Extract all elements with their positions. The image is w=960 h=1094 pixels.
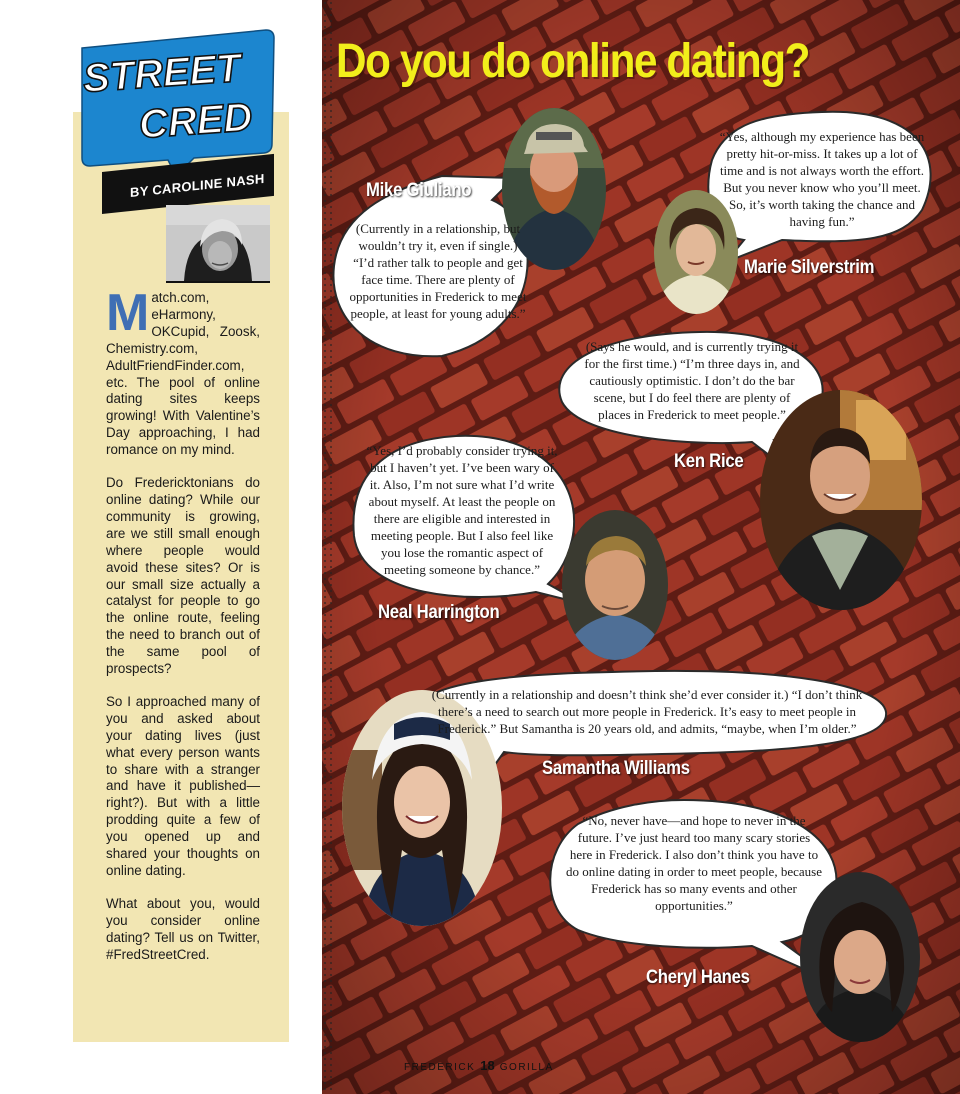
footer-publication-right: GORILLA bbox=[499, 1062, 554, 1073]
logo-cred-text: CRED bbox=[137, 95, 254, 147]
name-cheryl-hanes: Cheryl Hanes bbox=[646, 967, 750, 988]
logo-street-text: STREET bbox=[81, 46, 243, 101]
photo-neal-harrington bbox=[562, 510, 668, 660]
quote-samantha-williams: (Currently in a relationship and doesn’t think she’d ever consider it.) “I don’t think there’s a need to search out more people in Frederick. It’s easy to meet people in Frederick.” But Samantha is 20 years old, and admits, “maybe, when I’m older.” bbox=[431, 687, 863, 736]
name-neal-harrington: Neal Harrington bbox=[378, 602, 500, 623]
page-number: 18 bbox=[480, 1058, 495, 1073]
article-body bbox=[106, 284, 260, 980]
quote-neal-harrington: “Yes, I’d probably consider trying it, but I haven’t yet. I’ve been wary of it. Also, I’m not sure what I’d write about myself. At least the people on there are eligible and interested in meeting people. But I also feel like you lose the romantic aspect of meeting someone by chance.” bbox=[366, 443, 558, 577]
quote-cheryl-hanes: “No, never have—and hope to never in the future. I’ve just heard too many scary stories here in Frederick. I also don’t think you have to do online dating in order to meet people, because Frederick has so many events and other opportunities.” bbox=[566, 813, 822, 913]
page-headline: Do you do online dating? bbox=[336, 35, 810, 88]
article-paragraph-2: Do Fredericktonians do online dating? While our community is growing, are we still small enough where people would avoid these sites? Or is our small size actually a catalyst for people to go the online route, feeling the need to branch out of the same pool of prospects? bbox=[106, 475, 260, 677]
photo-ken-rice bbox=[760, 390, 922, 610]
quote-ken-rice: (Says he would, and is currently trying it for the first time.) “I’m three days in, and cautiously optimistic. I don’t do the bar scene, but I do feel there are plenty of places in Frederick to meet people.” bbox=[584, 339, 800, 422]
street-cred-column bbox=[0, 0, 322, 1094]
article-paragraph-4: What about you, would you consider online dating? Tell us on Twitter, #FredStreetCred. bbox=[106, 895, 260, 962]
name-ken-rice: Ken Rice bbox=[674, 451, 744, 472]
page-footer bbox=[404, 1058, 554, 1073]
article-paragraph-1: Match.com, eHarmony, OKCupid, Zoosk, Chemistry.com, AdultFriendFinder.com, etc. The pool of online dating sites keeps growing! With Valentine’s Day approaching, I had romance on my mind. bbox=[106, 284, 260, 458]
quote-marie-silverstrim: “Yes, although my experience has been pretty hit-or-miss. It takes up a lot of time and is not always worth the effort. But you never know who you’ll meet. So, it’s worth taking the chance and having fun.” bbox=[719, 129, 925, 229]
byline-text: BY CAROLINE NASH bbox=[130, 170, 265, 201]
article-paragraph-3: So I approached many of you and asked about your dating lives (just what every person wants to share with a stranger and have it published—right?). But with a little prodding quite a few of you opened up and shared your thoughts on online dating. bbox=[106, 693, 260, 878]
drop-cap: M bbox=[106, 284, 150, 342]
name-samantha-williams: Samantha Williams bbox=[542, 758, 690, 779]
feature-spread bbox=[322, 0, 960, 1094]
name-marie-silverstrim: Marie Silverstrim bbox=[744, 257, 875, 278]
name-mike-giuliano: Mike Giuliano bbox=[366, 180, 472, 201]
quote-mike-giuliano: (Currently in a relationship, but wouldn’t try it, even if single.) “I’d rather talk to people and get face time. There are plenty of opportunities in Frederick to meet people, at least for young adults.” bbox=[349, 221, 527, 321]
author-photo bbox=[166, 205, 270, 283]
footer-publication-left: FREDERICK bbox=[404, 1062, 476, 1073]
